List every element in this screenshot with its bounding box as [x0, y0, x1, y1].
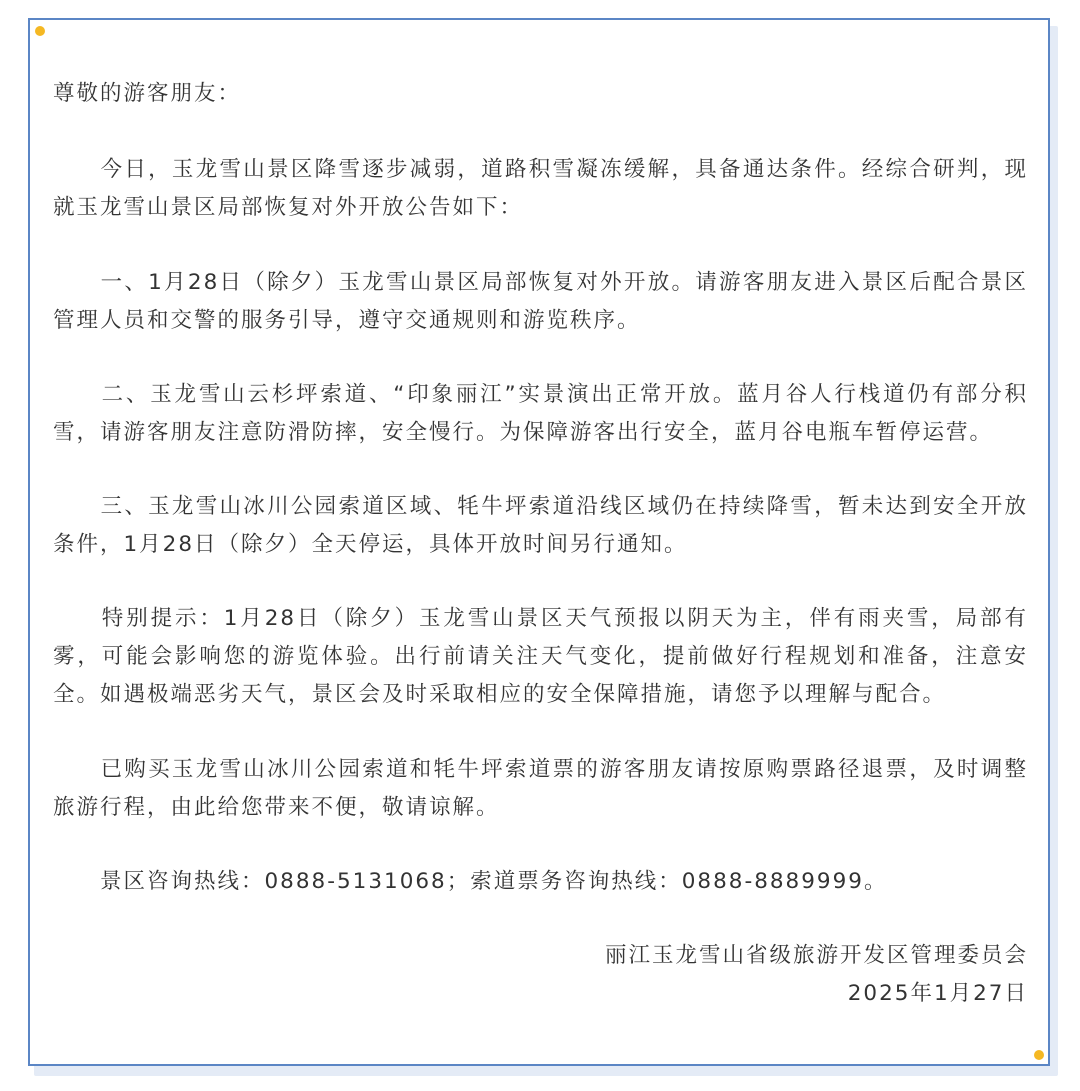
greeting: 尊敬的游客朋友： — [53, 81, 242, 106]
paragraph-line: 管理人员和交警的服务引导，遵守交通规则和游览秩序。 — [53, 308, 641, 333]
paragraph-line: 就玉龙雪山景区局部恢复对外开放公告如下： — [53, 195, 524, 220]
paragraph-line: 一、1月28日（除夕）玉龙雪山景区局部恢复对外开放。请游客朋友进入景区后配合景区 — [53, 270, 1028, 295]
corner-dot-top-left — [35, 26, 45, 36]
signature-date: 2025年1月27日 — [847, 981, 1028, 1006]
signature-org: 丽江玉龙雪山省级旅游开发区管理委员会 — [604, 943, 1028, 968]
corner-dot-bottom-right — [1034, 1050, 1044, 1060]
paragraph-line: 雾，可能会影响您的游览体验。出行前请关注天气变化，提前做好行程规划和准备，注意安 — [53, 644, 1028, 669]
paragraph-line: 二、玉龙雪山云杉坪索道、“印象丽江”实景演出正常开放。蓝月谷人行栈道仍有部分积 — [53, 382, 1028, 407]
paragraph-line: 条件，1月28日（除夕）全天停运，具体开放时间另行通知。 — [53, 532, 688, 557]
paragraph-line: 三、玉龙雪山冰川公园索道区域、牦牛坪索道沿线区域仍在持续降雪，暂未达到安全开放 — [53, 494, 1028, 519]
paragraph-line: 今日，玉龙雪山景区降雪逐步减弱，道路积雪凝冻缓解，具备通达条件。经综合研判，现 — [53, 157, 1028, 182]
paragraph-line: 全。如遇极端恶劣天气，景区会及时采取相应的安全保障措施，请您予以理解与配合。 — [53, 682, 947, 707]
paragraph-line: 旅游行程，由此给您带来不便，敬请谅解。 — [53, 795, 500, 820]
paragraph-line: 雪，请游客朋友注意防滑防摔，安全慢行。为保障游客出行安全，蓝月谷电瓶车暂停运营。 — [53, 420, 994, 445]
hotline-line: 景区咨询热线：0888-5131068；索道票务咨询热线：0888-8889999。 — [53, 869, 888, 894]
paragraph-line: 特别提示：1月28日（除夕）玉龙雪山景区天气预报以阴天为主，伴有雨夹雪，局部有 — [53, 606, 1028, 631]
paragraph-line: 已购买玉龙雪山冰川公园索道和牦牛坪索道票的游客朋友请按原购票路径退票，及时调整 — [53, 757, 1028, 782]
